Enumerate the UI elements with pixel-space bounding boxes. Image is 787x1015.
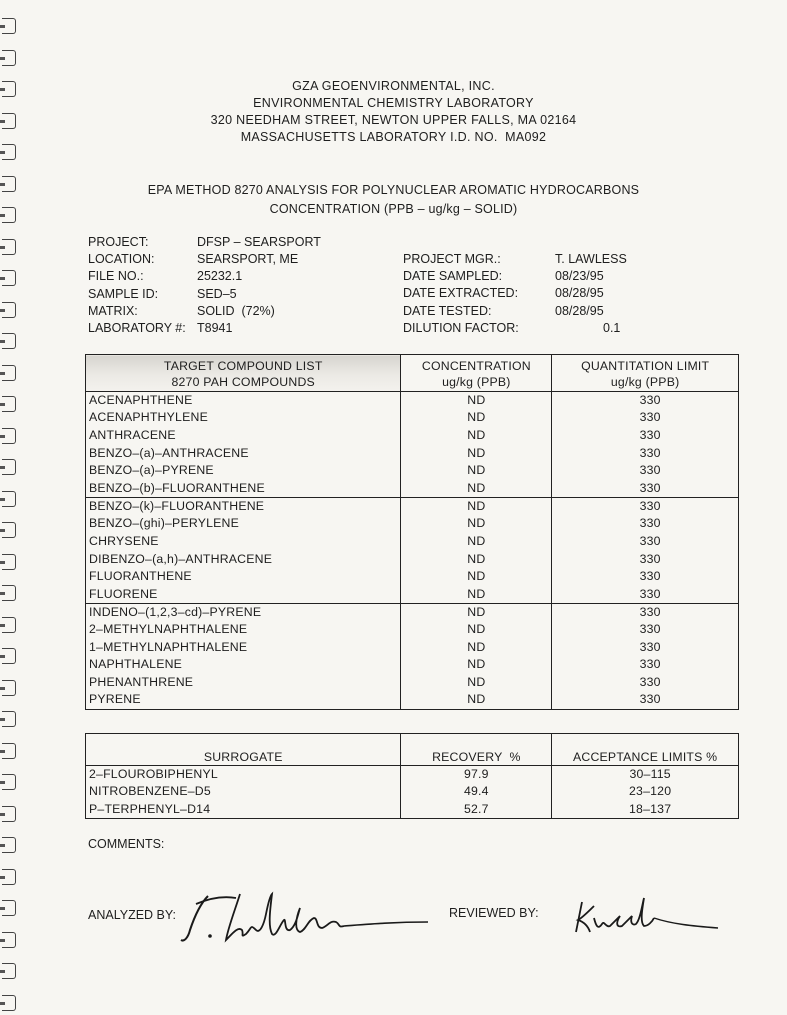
- compound-concentration: ND: [401, 550, 552, 568]
- binding-ring: [2, 806, 16, 822]
- compound-quantitation-limit: 330: [552, 550, 739, 568]
- compound-quantitation-limit: 330: [552, 621, 739, 639]
- binding-ring: [2, 648, 16, 664]
- surrogate-row: [86, 801, 739, 819]
- compound-quantitation-limit: 330: [552, 480, 739, 498]
- compound-name: 2–METHYLNAPHTHALENE: [86, 621, 401, 639]
- matrix-value: SOLID (72%): [197, 303, 275, 318]
- binding-ring: [2, 932, 16, 948]
- compound-concentration: ND: [401, 392, 552, 410]
- surrogate-results-table: [85, 733, 739, 819]
- binding-ring: [2, 837, 16, 853]
- compound-name: NAPHTHALENE: [86, 656, 401, 674]
- department-name: ENVIRONMENTAL CHEMISTRY LABORATORY: [253, 96, 534, 110]
- compound-name: PHENANTHRENE: [86, 674, 401, 692]
- compound-name: BENZO–(ghi)–PERYLENE: [86, 515, 401, 533]
- binding-ring: [2, 396, 16, 412]
- compound-concentration: ND: [401, 427, 552, 445]
- compound-quantitation-limit: 330: [552, 674, 739, 692]
- binding-ring: [2, 459, 16, 475]
- binding-ring: [2, 617, 16, 633]
- compound-name: ACENAPHTHYLENE: [86, 409, 401, 427]
- acceptance-limits-header: ACCEPTANCE LIMITS %: [552, 734, 739, 766]
- project-mgr-value: T. LAWLESS: [555, 252, 627, 266]
- binding-ring: [2, 743, 16, 759]
- binding-ring: [2, 900, 16, 916]
- matrix-label: MATRIX:: [88, 303, 138, 318]
- lab-id: MASSACHUSETTS LABORATORY I.D. NO. MA092: [240, 130, 547, 144]
- date-extracted-label: DATE EXTRACTED:: [403, 286, 519, 301]
- analyzed-by-signature: [180, 884, 430, 948]
- surrogate-row: [86, 766, 739, 784]
- concentration-header: [401, 355, 552, 392]
- binding-ring: [2, 711, 16, 727]
- compound-name: 1–METHYLNAPHTHALENE: [86, 638, 401, 656]
- compound-name: FLUORENE: [86, 586, 401, 604]
- file-label: FILE NO.:: [88, 269, 144, 284]
- compound-name: PYRENE: [86, 691, 401, 709]
- compound-quantitation-limit: 330: [552, 656, 739, 674]
- compound-concentration: ND: [401, 603, 552, 621]
- surrogate-table-header: [86, 734, 739, 766]
- lab-address: 320 NEEDHAM STREET, NEWTON UPPER FALLS, MA 02164: [210, 113, 577, 127]
- reviewed-by-label: REVIEWED BY:: [449, 906, 539, 920]
- compound-concentration: ND: [401, 586, 552, 604]
- sample-info-left: [88, 234, 321, 337]
- compound-row: [86, 603, 739, 621]
- compound-concentration: ND: [401, 480, 552, 498]
- compound-row: [86, 691, 739, 709]
- lab-number-label: LABORATORY #:: [88, 321, 186, 336]
- compound-row: [86, 621, 739, 639]
- compound-row: [86, 586, 739, 604]
- binding-ring: [2, 333, 16, 349]
- quantitation-header-line2: ug/kg (PPB): [610, 374, 680, 389]
- compound-concentration: ND: [401, 409, 552, 427]
- compound-quantitation-limit: 330: [552, 409, 739, 427]
- compound-quantitation-limit: 330: [552, 691, 739, 709]
- compound-row: [86, 656, 739, 674]
- sample-id-value: SED–5: [197, 286, 237, 301]
- compound-quantitation-limit: 330: [552, 462, 739, 480]
- binding-ring: [2, 774, 16, 790]
- compound-name: BENZO–(k)–FLUORANTHENE: [86, 497, 401, 515]
- compound-row: [86, 533, 739, 551]
- date-tested-label: DATE TESTED:: [403, 303, 492, 318]
- compound-name: ACENAPHTHENE: [86, 392, 401, 410]
- compound-row: [86, 550, 739, 568]
- date-sampled-value: 08/23/95: [555, 269, 604, 284]
- concentration-header-line2: ug/kg (PPB): [442, 374, 511, 389]
- compound-header-line2: 8270 PAH COMPOUNDS: [171, 374, 315, 389]
- spiral-binding: [0, 0, 22, 1015]
- file-value: 25232.1: [197, 269, 243, 284]
- report-title: EPA METHOD 8270 ANALYSIS FOR POLYNUCLEAR AROMATIC HYDROCARBONS: [147, 183, 640, 197]
- compound-concentration: ND: [401, 568, 552, 586]
- compound-quantitation-limit: 330: [552, 568, 739, 586]
- lab-header: [0, 78, 787, 146]
- compound-quantitation-limit: 330: [552, 586, 739, 604]
- compound-row: [86, 462, 739, 480]
- compound-quantitation-limit: 330: [552, 427, 739, 445]
- compound-name: BENZO–(a)–PYRENE: [86, 462, 401, 480]
- binding-ring: [2, 680, 16, 696]
- compound-concentration: ND: [401, 638, 552, 656]
- sample-info-right: [403, 251, 627, 337]
- surrogate-acceptance-limits: 23–120: [552, 783, 739, 801]
- compound-quantitation-limit: 330: [552, 392, 739, 410]
- binding-ring: [2, 522, 16, 538]
- compound-name: DIBENZO–(a,h)–ANTHRACENE: [86, 550, 401, 568]
- surrogate-row: [86, 783, 739, 801]
- compound-concentration: ND: [401, 656, 552, 674]
- compound-name: FLUORANTHENE: [86, 568, 401, 586]
- binding-ring: [2, 18, 16, 34]
- binding-ring: [2, 270, 16, 286]
- binding-ring: [2, 239, 16, 255]
- binding-ring: [2, 491, 16, 507]
- compound-row: [86, 427, 739, 445]
- compound-row: [86, 409, 739, 427]
- compound-quantitation-limit: 330: [552, 638, 739, 656]
- compound-quantitation-limit: 330: [552, 603, 739, 621]
- date-extracted-value: 08/28/95: [555, 286, 604, 301]
- compound-row: [86, 497, 739, 515]
- surrogate-name: NITROBENZENE–D5: [86, 783, 401, 801]
- comments-label: COMMENTS:: [88, 837, 165, 851]
- binding-ring: [2, 554, 16, 570]
- compound-name: BENZO–(a)–ANTHRACENE: [86, 444, 401, 462]
- concentration-header-line1: CONCENTRATION: [421, 358, 531, 373]
- lab-number-value: T8941: [197, 321, 233, 336]
- surrogate-acceptance-limits: 18–137: [552, 801, 739, 819]
- compound-quantitation-limit: 330: [552, 497, 739, 515]
- binding-ring: [2, 50, 16, 66]
- surrogate-recovery: 49.4: [401, 783, 552, 801]
- compound-concentration: ND: [401, 691, 552, 709]
- binding-ring: [2, 365, 16, 381]
- compound-concentration: ND: [401, 533, 552, 551]
- compound-row: [86, 568, 739, 586]
- project-mgr-label: PROJECT MGR.:: [403, 252, 501, 266]
- date-tested-value: 08/28/95: [555, 303, 604, 318]
- reviewed-by-signature: [560, 892, 720, 942]
- project-label: PROJECT:: [88, 235, 149, 249]
- report-subtitle: CONCENTRATION (PPB – ug/kg – SOLID): [269, 202, 518, 216]
- compound-name: BENZO–(b)–FLUORANTHENE: [86, 480, 401, 498]
- compound-concentration: ND: [401, 497, 552, 515]
- binding-ring: [2, 963, 16, 979]
- compound-header-line1: TARGET COMPOUND LIST: [163, 358, 323, 373]
- surrogate-recovery: 52.7: [401, 801, 552, 819]
- compound-concentration: ND: [401, 515, 552, 533]
- compound-quantitation-limit: 330: [552, 533, 739, 551]
- surrogate-acceptance-limits: 30–115: [552, 766, 739, 784]
- company-name: GZA GEOENVIRONMENTAL, INC.: [292, 79, 495, 93]
- binding-ring: [2, 869, 16, 885]
- quantitation-header-line1: QUANTITATION LIMIT: [581, 358, 710, 373]
- location-value: SEARSPORT, ME: [197, 252, 299, 267]
- recovery-header: RECOVERY %: [401, 734, 552, 766]
- compound-row: [86, 480, 739, 498]
- analyzed-by-label: ANALYZED BY:: [88, 908, 176, 922]
- project-value: DFSP – SEARSPORT: [197, 235, 321, 249]
- surrogate-recovery: 97.9: [401, 766, 552, 784]
- binding-ring: [2, 995, 16, 1011]
- surrogate-name: P–TERPHENYL–D14: [86, 801, 401, 819]
- surrogate-name: 2–FLOUROBIPHENYL: [86, 766, 401, 784]
- compound-table-header: [86, 355, 739, 392]
- compound-concentration: ND: [401, 621, 552, 639]
- binding-ring: [2, 428, 16, 444]
- dilution-factor-value: 0.1: [603, 320, 621, 335]
- compound-quantitation-limit: 330: [552, 444, 739, 462]
- compound-row: [86, 674, 739, 692]
- report-title-block: [0, 181, 787, 219]
- location-label: LOCATION:: [88, 252, 155, 267]
- binding-ring: [2, 302, 16, 318]
- surrogate-header: SURROGATE: [86, 734, 401, 766]
- compound-row: [86, 392, 739, 410]
- compound-concentration: ND: [401, 674, 552, 692]
- compound-list-header: [86, 355, 401, 392]
- binding-ring: [2, 144, 16, 160]
- dilution-factor-label: DILUTION FACTOR:: [403, 320, 519, 335]
- quantitation-limit-header: [552, 355, 739, 392]
- compound-concentration: ND: [401, 444, 552, 462]
- compound-results-table: [85, 354, 739, 710]
- compound-row: [86, 638, 739, 656]
- compound-name: CHRYSENE: [86, 533, 401, 551]
- date-sampled-label: DATE SAMPLED:: [403, 269, 503, 284]
- compound-quantitation-limit: 330: [552, 515, 739, 533]
- compound-name: INDENO–(1,2,3–cd)–PYRENE: [86, 603, 401, 621]
- binding-ring: [2, 585, 16, 601]
- sample-id-label: SAMPLE ID:: [88, 286, 159, 301]
- compound-name: ANTHRACENE: [86, 427, 401, 445]
- compound-row: [86, 515, 739, 533]
- compound-concentration: ND: [401, 462, 552, 480]
- compound-row: [86, 444, 739, 462]
